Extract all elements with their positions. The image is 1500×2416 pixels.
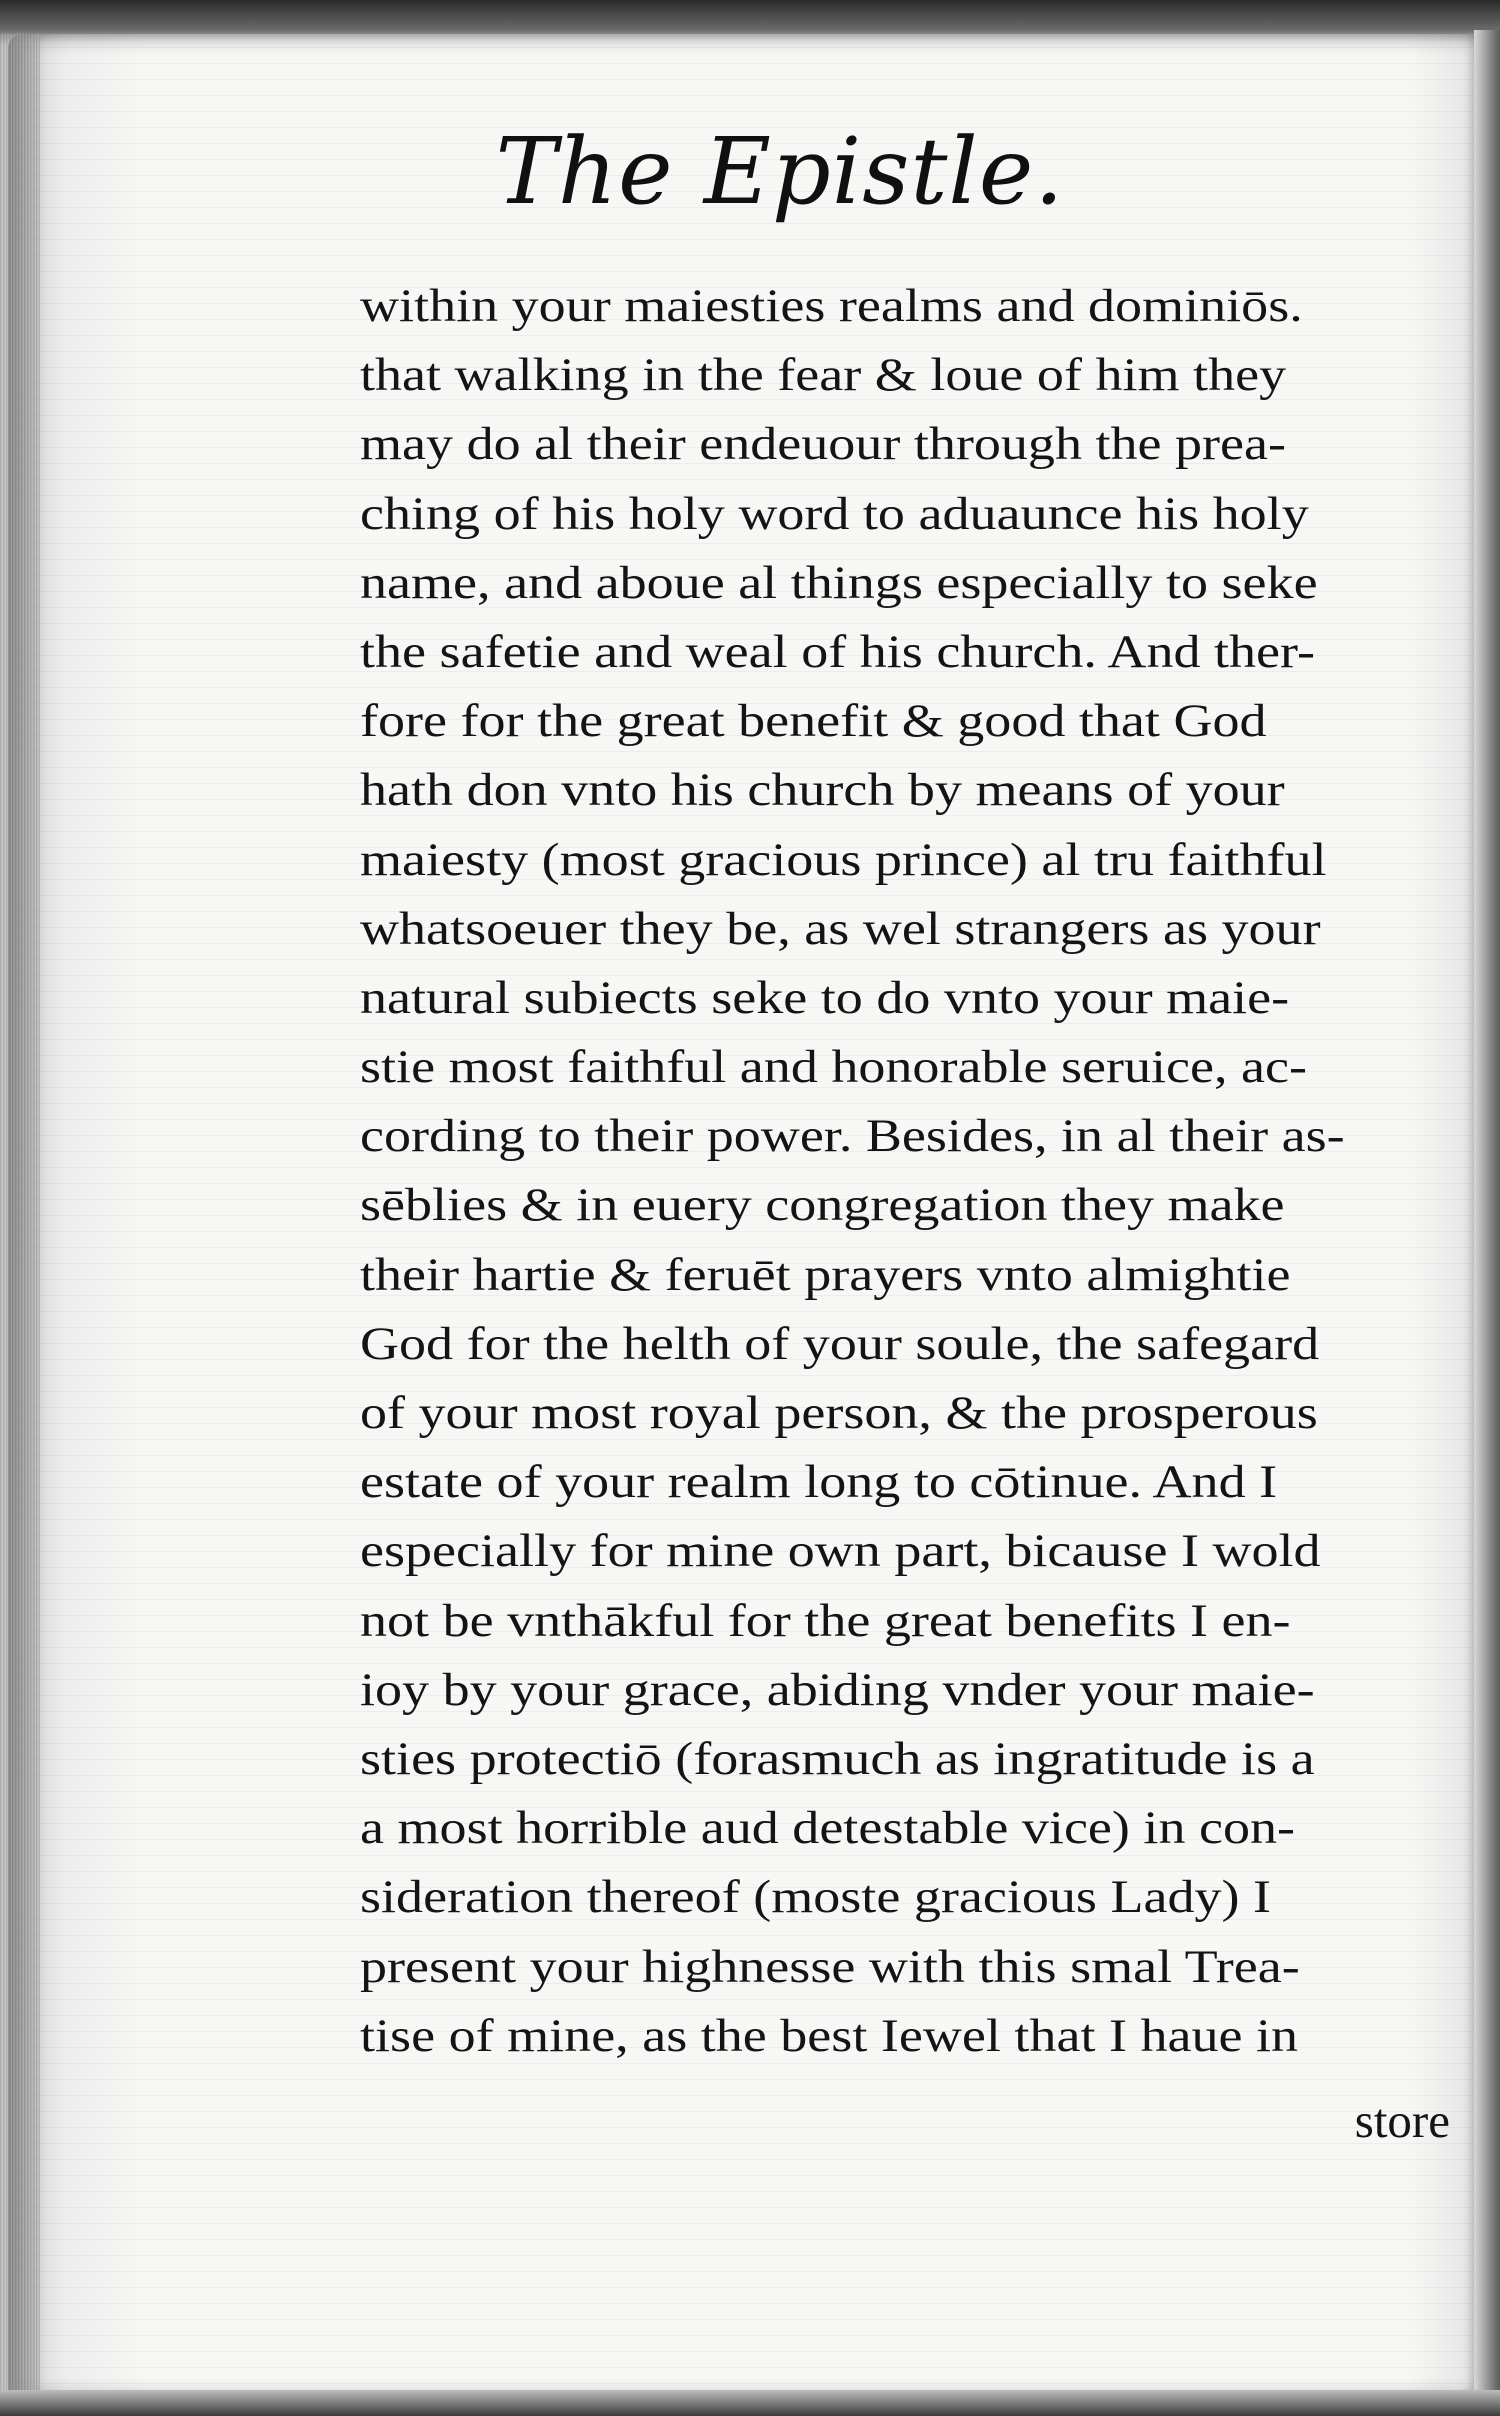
- text-line: stie most faithful and honorable seruice, ac-: [360, 1041, 1308, 1094]
- catchword: store: [1354, 2093, 1450, 2148]
- text-line: God for the helth of your soule, the safegard: [360, 1317, 1320, 1370]
- running-head: The Epistle.: [495, 118, 1065, 225]
- text-line: their hartie & feruēt prayers vnto almightie: [360, 1248, 1291, 1301]
- text-line: hath don vnto his church by means of your: [360, 764, 1285, 817]
- text-line: sties protectiō (forasmuch as ingratitude is a: [360, 1732, 1315, 1785]
- text-line: whatsoeuer they be, as wel strangers as your: [360, 902, 1321, 955]
- text-line: cording to their power. Besides, in al their as-: [360, 1110, 1345, 1163]
- page-bottom-edge: [0, 2390, 1500, 2416]
- text-line: not be vnthākful for the great benefits I en-: [360, 1594, 1291, 1647]
- text-line: that walking in the fear & loue of him they: [360, 349, 1287, 402]
- text-line: a most horrible aud detestable vice) in con-: [360, 1802, 1296, 1855]
- text-line: natural subiects seke to do vnto your maie-: [360, 971, 1290, 1024]
- text-line: especially for mine own part, bicause I wold: [360, 1525, 1321, 1578]
- text-line: estate of your realm long to cōtinue. And I: [360, 1456, 1278, 1509]
- page-spine-shadow: [0, 34, 40, 2400]
- body-text: [360, 272, 1450, 2071]
- text-line: maiesty (most gracious prince) al tru faithful: [360, 833, 1327, 886]
- text-line: tise of mine, as the best Iewel that I haue in: [360, 2009, 1299, 2062]
- text-line: may do al their endeuour through the prea-: [360, 418, 1287, 471]
- text-line: name, and aboue al things especially to seke: [360, 556, 1318, 609]
- text-line: of your most royal person, & the prosperous: [360, 1387, 1318, 1439]
- text-line: sēblies & in euery congregation they make: [360, 1179, 1285, 1232]
- text-line: the safetie and weal of his church. And ther-: [360, 625, 1315, 678]
- text-line: fore for the great benefit & good that God: [360, 695, 1267, 748]
- text-line: sideration thereof (moste gracious Lady) I: [360, 1871, 1272, 1924]
- text-line: within your maiesties realms and dominiōs.: [360, 280, 1303, 332]
- text-line: ching of his holy word to aduaunce his holy: [360, 487, 1309, 540]
- text-line: present your highnesse with this smal Trea-: [360, 1940, 1300, 1993]
- text-line: ioy by your grace, abiding vnder your maie-: [360, 1663, 1315, 1716]
